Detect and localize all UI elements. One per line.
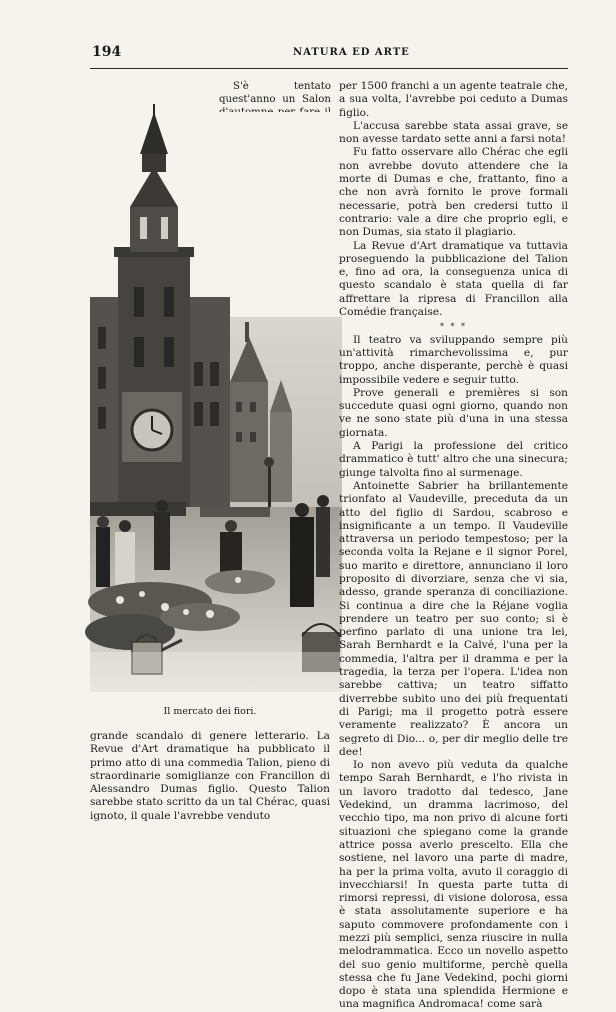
header-rule xyxy=(90,68,568,69)
paragraph: A Parigi la professione del critico drammatico è tutt' altro che una sinecura; giunge talvolta fino al surmenage. xyxy=(339,440,568,479)
right-column-text xyxy=(339,80,568,1011)
figure-caption: Il mercato dei fiori. xyxy=(163,706,257,717)
clock-face xyxy=(122,392,182,462)
paragraph: Antoinette Sabrier ha brillantemente trionfato al Vaudeville, preceduta da un atto del figlio di Sardou, scabroso e insignificante a un tempo. Il Vaudeville attraversa un periodo tempestoso; per la seconda volta la Rejane e il signor Porel, suo marito e direttore, annunciano il loro proposito di divorziare, senza che vi sia, adesso, grande speranza di conciliazione. Si continua a dire che la Réjane voglia prendere un teatro per suo conto; si è perfino parlato di una unione tra lei, Sarah Bernhardt e la Calvé, l'una per la commedia, l'altra per il dramma e per la tragedia, la terza per l'opera. L'idea non sarebbe cattiva; un teatro siffatto diverrebbe subito uno dei più frequentati di Parigi; ma il progetto potrà essere veramente realizzato? È ancora un segreto di Dio... o, per dir meglio delle tre dee! xyxy=(339,479,568,758)
section-separator: * * * xyxy=(439,322,468,332)
left-column-bottom-text xyxy=(90,730,330,822)
paragraph: L'accusa sarebbe stata assai grave, se non avesse tardato sette anni a farsi nota! xyxy=(339,119,568,146)
paragraph: per 1500 franchi a un agente teatrale che, a sua volta, l'avrebbe poi ceduto a Dumas figlio. xyxy=(339,80,568,119)
paragraph: Io non avevo più veduta da qualche tempo Sarah Bernhardt, e l'ho rivista in un lavoro tradotto dal tedesco, Jane Vedekind, un dramma lacrimoso, del vecchio tipo, ma non privo di alcune forti situazioni che spiegano come la grande attrice possa averlo prescelto. Ella che sostiene, nel lavoro una parte di madre, ha per la prima volta, avuto il coraggio di invecchiarsi! In questa parte tutta di rimorsi repressi, di visione dolorosa, essa è stata assolutamente superiore e ha saputo commovere profondamente con i mezzi più semplici, senza riuscire in nulla melodrammatica. Ecco un novello aspetto del suo genio multiforme, perchè quella stessa che fu Jane Vedekind, pochi giorni dopo è stata una splendida Hermione e una magnifica Andromaca! come sarà xyxy=(339,759,568,1011)
paragraph: Prove generali e premières si son succedute quasi ogni giorno, quando non ve ne sono state più d'una in una stessa giornata. xyxy=(339,386,568,439)
running-title: NATURA ED ARTE xyxy=(293,47,410,58)
paragraph: grande scandalo di genere letterario. La Revue d'Art dramatique ha pubblicato il primo atto di una commedia Talion, pieno di straordinarie somiglianze con Francillon di Alessandro Dumas figlio. Questo Talion sarebbe stato scritto da un tal Chérac, quasi ignoto, il quale l'avrebbe venduto xyxy=(90,730,330,822)
paragraph: Il teatro va sviluppando sempre più un'attività rimarchevolissima e, pur troppo, anche disperante, perchè è quasi impossibile vedere e seguir tutto. xyxy=(339,333,568,386)
paragraph: Fu fatto osservare allo Chérac che egli non avrebbe dovuto attendere che la morte di Dumas e che, frattanto, fino a che non avrà fornito le prove formali necessarie, potrà ben credersi tutto il contrario: vale a dire che proprio egli, e non Dumas, sia stato il plagiario. xyxy=(339,146,568,239)
page-number: 194 xyxy=(92,44,122,60)
flower-market-photograph xyxy=(90,112,342,692)
paragraph: S'è tentato quest'anno un Salon xyxy=(219,81,331,106)
photo-illustration xyxy=(90,112,342,692)
paragraph: La Revue d'Art dramatique va tuttavia proseguendo la pubblicazione del Talion e, fino ad ora, la conseguenza unica di questo scandalo è stata quella di far affrettare la ripresa di Francillon alla Comédie française. xyxy=(339,239,568,319)
